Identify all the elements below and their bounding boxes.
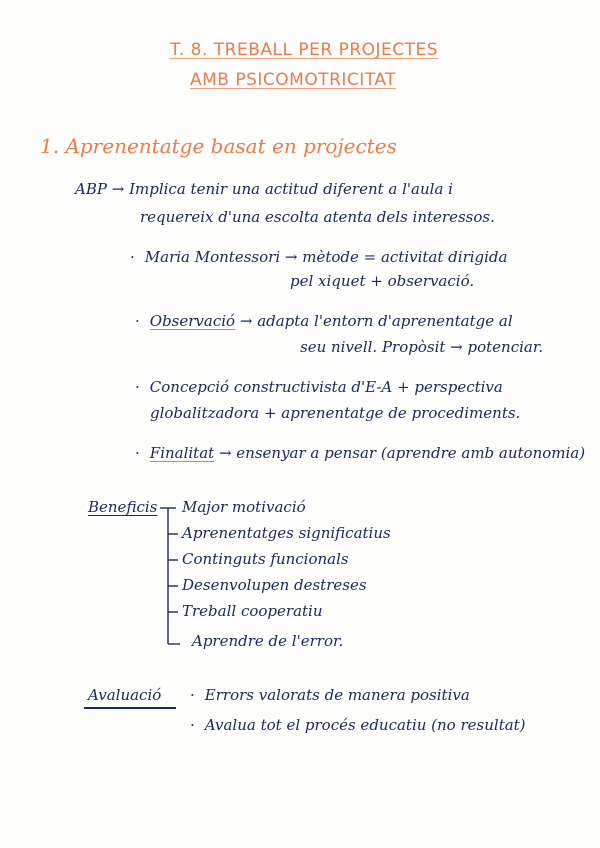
bullet-icon: · xyxy=(190,686,195,704)
beneficis-item: Continguts funcionals xyxy=(182,550,349,568)
observacio-line-1 xyxy=(135,312,513,330)
concepcio-text-1: Concepció constructivista d'E-A + perspectiva xyxy=(149,378,503,396)
finalitat-text: → ensenyar a pensar (aprendre amb autonomia) xyxy=(218,444,586,462)
abp-line-1 xyxy=(75,180,453,198)
abp-text-1: Implica tenir una actitud diferent a l'aula i xyxy=(129,180,453,198)
observacio-text-1: → adapta l'entorn d'aprenentatge al xyxy=(239,312,513,330)
beneficis-item: Aprendre de l'error. xyxy=(192,632,344,650)
avaluacio-item-text: Avalua tot el procés educatiu (no resultat) xyxy=(204,716,526,734)
page-title-line2: AMB PSICOMOTRICITAT xyxy=(190,70,397,90)
beneficis-item: Major motivació xyxy=(182,498,306,516)
avaluacio-label: Avaluació xyxy=(88,686,162,704)
page-title-line1: T. 8. TREBALL PER PROJECTES xyxy=(170,40,439,60)
beneficis-bracket xyxy=(158,500,198,650)
avaluacio-item xyxy=(190,716,526,734)
montessori-line-1 xyxy=(130,248,507,266)
bullet-icon: · xyxy=(135,444,140,462)
beneficis-label: Beneficis xyxy=(88,498,158,516)
bullet-icon: · xyxy=(135,312,140,330)
avaluacio-underline xyxy=(84,707,176,709)
bullet-icon: · xyxy=(190,716,195,734)
arrow-icon: → xyxy=(111,180,130,198)
concepcio-line-1 xyxy=(135,378,503,396)
montessori-text-1: Maria Montessori → mètode = activitat dirigida xyxy=(144,248,508,266)
section-heading: 1. Aprenentatge basat en projectes xyxy=(40,134,397,158)
beneficis-item: Aprenentatges significatius xyxy=(182,524,391,542)
avaluacio-item-text: Errors valorats de manera positiva xyxy=(204,686,470,704)
montessori-text-2: pel xiquet + observació. xyxy=(290,272,475,290)
avaluacio-item xyxy=(190,686,470,704)
abp-line-2 xyxy=(140,208,495,226)
abp-label: ABP xyxy=(75,180,107,198)
beneficis-item: Treball cooperatiu xyxy=(182,602,323,620)
montessori-line-2 xyxy=(290,272,474,290)
observacio-label: Observació xyxy=(149,312,236,330)
concepcio-line-2 xyxy=(150,404,520,422)
finalitat-label: Finalitat xyxy=(149,444,215,462)
observacio-text-2: seu nivell. Propòsit → potenciar. xyxy=(300,338,544,356)
abp-text-2: requereix d'una escolta atenta dels interessos. xyxy=(140,208,495,226)
concepcio-text-2: globalitzadora + aprenentatge de procediments. xyxy=(150,404,521,422)
bullet-icon: · xyxy=(135,378,140,396)
beneficis-item: Desenvolupen destreses xyxy=(182,576,367,594)
observacio-line-2 xyxy=(300,338,543,356)
bullet-icon: · xyxy=(130,248,135,266)
finalitat-line xyxy=(135,444,585,462)
